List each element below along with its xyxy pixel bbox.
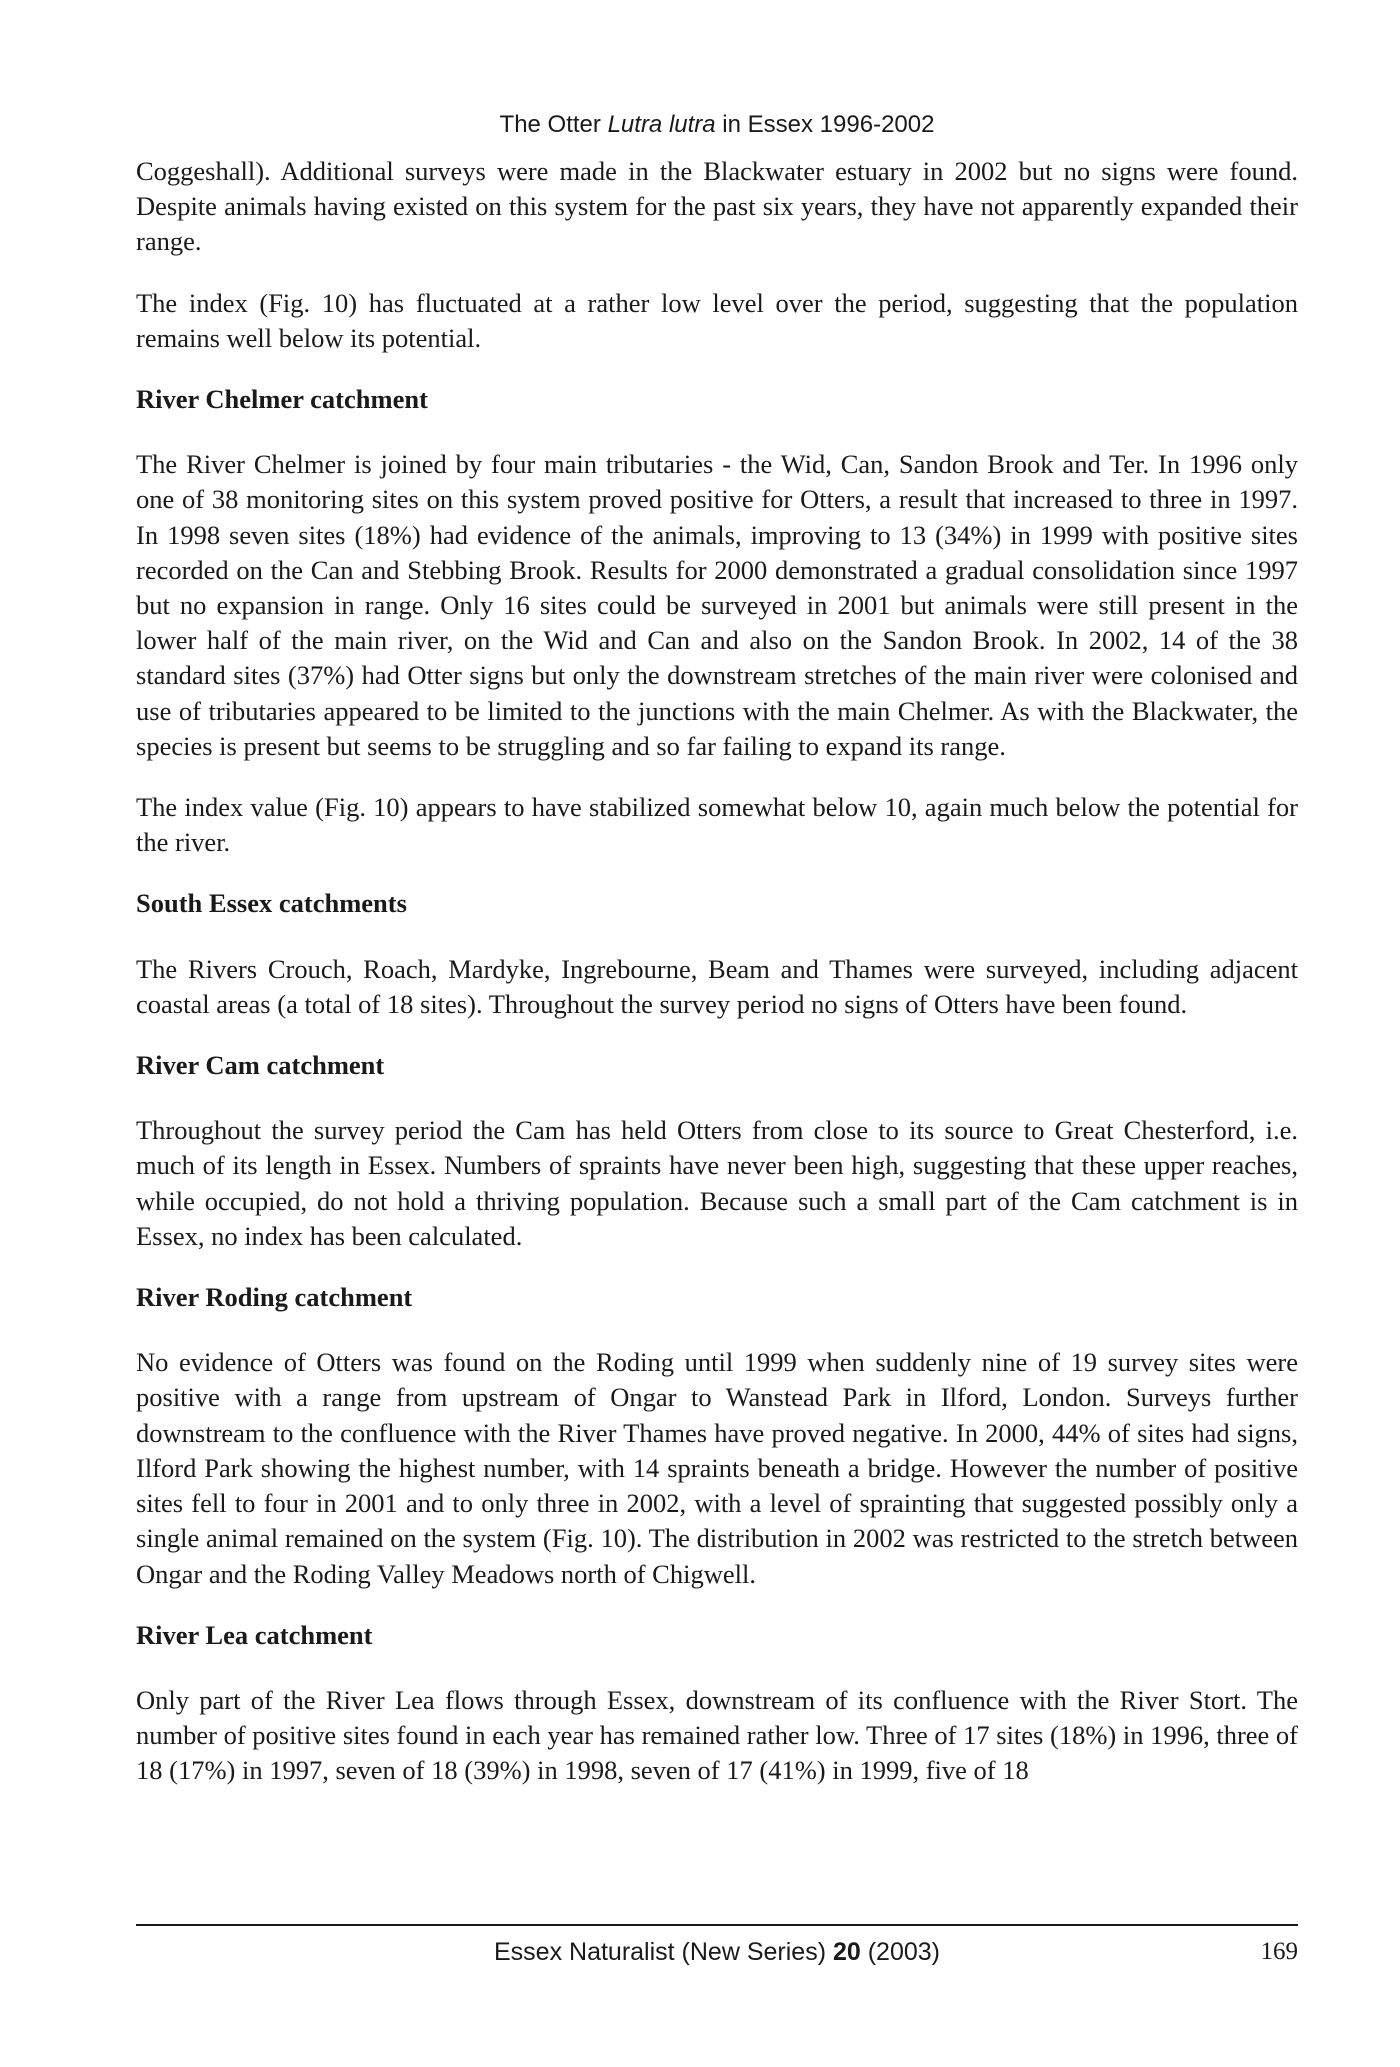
paragraph: Only part of the River Lea flows through Essex, downstream of its confluence with the River Stort. The number of positive sites found in each year has remained rather low. Three of 17 sites (18%) in 1996, three of 18 (17%) in 1997, seven of 18 (39%) in 1998, seven of 17 (41%) in 1999, five of 18 bbox=[136, 1684, 1298, 1786]
header-title-post: in Essex 1996-2002 bbox=[715, 111, 935, 138]
page-body bbox=[136, 110, 1298, 1815]
section-heading-cam: River Cam catchment bbox=[136, 1050, 385, 1081]
journal-year: (2003) bbox=[860, 1938, 940, 1966]
running-header bbox=[136, 110, 1298, 140]
header-species-name: Lutra lutra bbox=[607, 111, 716, 138]
journal-volume: 20 bbox=[832, 1938, 861, 1966]
paragraph: The index (Fig. 10) has fluctuated at a rather low level over the period, suggesting that the population remains well below its potential. bbox=[136, 287, 1298, 353]
section-heading-chelmer: River Chelmer catchment bbox=[136, 384, 428, 415]
paragraph: Coggeshall). Additional surveys were made in the Blackwater estuary in 2002 but no signs were found. Despite animals having existed on this system for the past six years, they have not apparently expanded their range. bbox=[136, 156, 1298, 257]
paragraph: The Rivers Crouch, Roach, Mardyke, Ingrebourne, Beam and Thames were surveyed, including adjacent coastal areas (a total of 18 sites). Throughout the survey period no signs of Otters have been found. bbox=[136, 953, 1298, 1019]
header-title-pre: The Otter bbox=[499, 111, 608, 138]
page-number: 169 bbox=[1260, 1938, 1298, 1965]
paragraph: No evidence of Otters was found on the Roding until 1999 when suddenly nine of 19 survey sites were positive with a range from upstream of Ongar to Wanstead Park in Ilford, London. Surveys further downstream to the confluence with the River Thames have proved negative. In 2000, 44% of sites had signs, Ilford Park showing the highest number, with 14 spraints beneath a bridge. However the number of positive sites fell to four in 2001 and to only three in 2002, with a level of sprainting that suggested possibly only a single animal remained on the system (Fig. 10). The distribution in 2002 was restricted to the stretch between Ongar and the Roding Valley Meadows north of Chigwell. bbox=[136, 1347, 1298, 1589]
section-heading-roding: River Roding catchment bbox=[136, 1282, 413, 1313]
page-footer bbox=[136, 1924, 1298, 1968]
journal-citation bbox=[136, 1936, 1298, 1968]
paragraph: Throughout the survey period the Cam has held Otters from close to its source to Great Chesterford, i.e. much of its length in Essex. Numbers of spraints have never been high, suggesting that these upper reaches, while occupied, do not hold a thriving population. Because such a small part of the Cam catchment is in Essex, no index has been calculated. bbox=[136, 1115, 1298, 1251]
paragraph: The index value (Fig. 10) appears to have stabilized somewhat below 10, again much below the potential for the river. bbox=[136, 792, 1298, 858]
paragraph: The River Chelmer is joined by four main tributaries - the Wid, Can, Sandon Brook and Ter. In 1996 only one of 38 monitoring sites on this system proved positive for Otters, a result that increased to three in 1997. In 1998 seven sites (18%) had evidence of the animals, improving to 13 (34%) in 1999 with positive sites recorded on the Can and Stebbing Brook. Results for 2000 demonstrated a gradual consolidation since 1997 but no expansion in range. Only 16 sites could be surveyed in 2001 but animals were still present in the lower half of the main river, on the Wid and Can and also on the Sandon Brook. In 2002, 14 of the 38 standard sites (37%) had Otter signs but only the downstream stretches of the main river were colonised and use of tributaries appeared to be limited to the junctions with the main Chelmer. As with the Blackwater, the species is present but seems to be struggling and so far failing to expand its range. bbox=[136, 449, 1298, 761]
journal-name: Essex Naturalist (New Series) bbox=[493, 1938, 833, 1966]
section-heading-lea: River Lea catchment bbox=[136, 1619, 373, 1650]
section-heading-south-essex: South Essex catchments bbox=[136, 888, 407, 919]
